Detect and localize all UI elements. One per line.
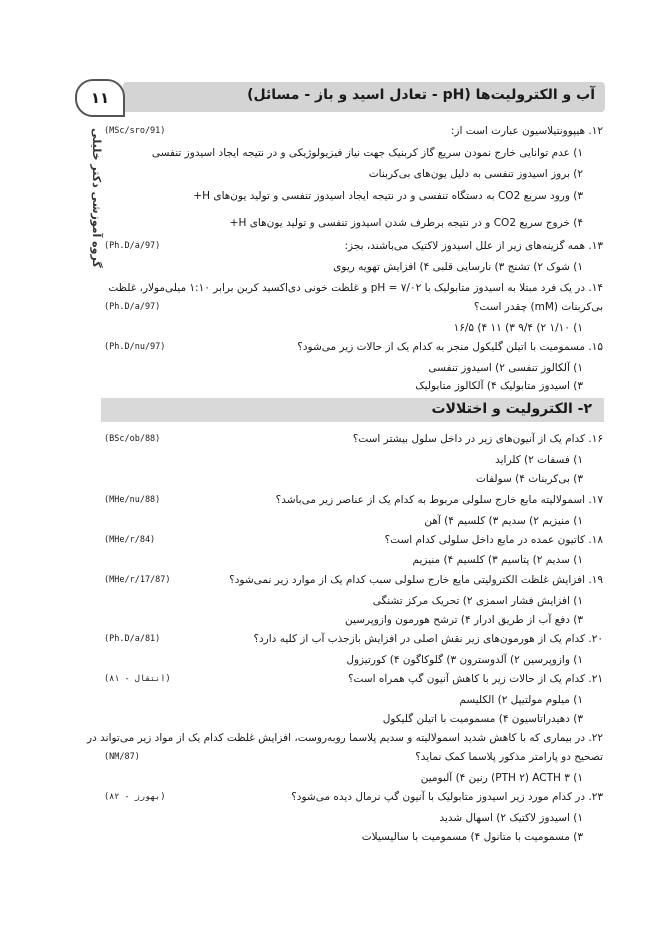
question-reference: (BSc/ob/88) [104, 434, 161, 444]
sidebar-watermark: گروه آموزشی دکتر خلیلی [90, 128, 103, 268]
text-line: ۳) اسیدوز متابولیک ۴) آلکالوز متابولیک [415, 380, 583, 392]
text-line: ۴) خروج سریع CO2 و در نتیجه برطرف شدن اسیدوز تنفسی و تولید یون‌های H+ [229, 217, 583, 229]
text-line: ۱) PTH ۲) ACTH ۳) رنین ۴) آلبومین [420, 772, 583, 784]
question-reference: (انتقال - ۸۱) [104, 674, 171, 684]
question-reference: (Ph.D/a/81) [104, 634, 161, 644]
question-reference: (MHe/r/84) [104, 535, 156, 545]
question-reference: (بهورز - ۸۲) [104, 792, 166, 802]
text-line: ۱) وازوپرسین ۲) آلدوسترون ۳) گلوکاگون ۴) کورتیزول [346, 654, 583, 666]
text-line: ۱) منیزیم ۲) سدیم ۳) کلسیم ۴) آهن [424, 515, 583, 527]
question-reference: (Ph.D/a/97) [104, 302, 161, 312]
text-line: ۲۱. کدام یک از حالات زیر با کاهش آنیون گپ همراه است؟ [347, 673, 603, 685]
text-line: ۳) ورود سریع CO2 به دستگاه تنفسی و در نتیجه ایجاد اسیدوز تنفسی و تولید یون‌های H+ [193, 190, 583, 202]
text-line: ۱) عدم توانایی خارج نمودن سریع گاز کربنیک جهت نیاز فیزیولوژیکی و در نتیجه ایجاد اسیدوز تنفسی [151, 147, 583, 159]
text-line: ۱) میلوم مولتیپل ۲) الکلیسم [459, 694, 583, 706]
section-title: ۲- الکترولیت و اختلالات [431, 401, 592, 417]
text-line: ۱۲. هیپوونتیلاسیون عبارت است از: [450, 125, 603, 137]
text-line: ۱۵. مسمومیت با اتیلن گلیکول منجر به کدام یک از حالات زیر می‌شود؟ [297, 341, 603, 353]
text-line: ۲۳. در کدام مورد زیر اسیدوز متابولیک با آنیون گپ نرمال دیده می‌شود؟ [291, 791, 603, 803]
text-line: ۱) فسفات ۲) کلراید [495, 454, 583, 466]
text-line: ۲۰. کدام یک از هورمون‌های زیر نقش اصلی در افزایش بازجذب آب از کلیه دارد؟ [253, 633, 603, 645]
chapter-title: آب و الکترولیت‌ها (pH - تعادل اسید و باز - مسائل) [247, 87, 595, 103]
text-line: ۱۷. اسمولالیته مایع خارج سلولی مربوط به کدام یک از عناصر زیر می‌باشد؟ [275, 494, 603, 506]
text-line: ۱) اسیدوز لاکتیک ۲) اسهال شدید [439, 812, 583, 824]
text-line: ۳) بی‌کربنات ۴) سولفات [476, 473, 583, 485]
text-line: ۲۲. در بیماری که با کاهش شدید اسمولالیته و سدیم پلاسما روبه‌روست، افزایش غلظت کدام یک از مواد زیر می‌تواند در [87, 732, 603, 744]
question-reference: (MHe/r/17/87) [104, 575, 171, 585]
text-line: ۱) آلکالوز تنفسی ۲) اسیدوز تنفسی [428, 362, 583, 374]
text-line: ۳) دهیدراتاسیون ۴) مسمومیت با اتیلن گلیکول [382, 713, 583, 725]
question-reference: (Ph.D/a/97) [104, 241, 161, 251]
text-line: تصحیح دو پارامتر مذکور پلاسما کمک نماید؟ [415, 751, 603, 763]
question-reference: (Ph.D/nu/97) [104, 342, 166, 352]
text-line: بی‌کربنات (mM) چقدر است؟ [473, 301, 603, 313]
section-heading [101, 398, 604, 422]
text-line: ۳) دفع آب از طریق ادرار ۴) ترشح هورمون وازوپرسین [345, 614, 583, 626]
text-line: ۱۸. کاتیون عمده در مایع داخل سلولی کدام است؟ [384, 534, 603, 546]
text-line: ۱) شوک ۲) تشنج ۳) نارسایی قلبی ۴) افزایش تهویه ریوی [333, 261, 583, 273]
text-line: ۳) مسمومیت با متانول ۴) مسمومیت با سالیسیلات [361, 831, 583, 843]
text-line: ۱) سدیم ۲) پتاسیم ۳) کلسیم ۴) منیزیم [412, 554, 583, 566]
text-line: ۱) ۱/۱۰ ۲) ۹/۴ ۳) ۱۱ ۴) ۱۶/۵ [453, 322, 583, 334]
question-reference: (MSc/sro/91) [104, 126, 166, 136]
text-line: ۱۶. کدام یک از آنیون‌های زیر در داخل سلول بیشتر است؟ [352, 433, 603, 445]
text-line: ۲) بروز اسیدوز تنفسی به دلیل یون‌های بی‌کربنات [368, 168, 583, 180]
text-line: ۱) افزایش فشار اسمزی ۲) تحریک مرکز تشنگی [372, 595, 583, 607]
text-line: ۱۳. همه گزینه‌های زیر از علل اسیدوز لاکتیک می‌باشند، بجز: [344, 240, 603, 252]
question-reference: (NM/87) [104, 752, 140, 762]
page-number: ۱۱ [75, 79, 125, 117]
text-line: ۱۹. افزایش غلظت الکترولیتی مایع خارج سلولی سبب کدام یک از موارد زیر نمی‌شود؟ [229, 574, 603, 586]
page-header [75, 79, 605, 115]
text-line: ۱۴. در یک فرد مبتلا به اسیدوز متابولیک با ۷/۰۲ = pH و غلظت خونی دی‌اکسید کربن برابر ۱:۱۰ میلی‌مولار، غلظت [108, 282, 603, 294]
question-reference: (MHe/nu/88) [104, 495, 161, 505]
